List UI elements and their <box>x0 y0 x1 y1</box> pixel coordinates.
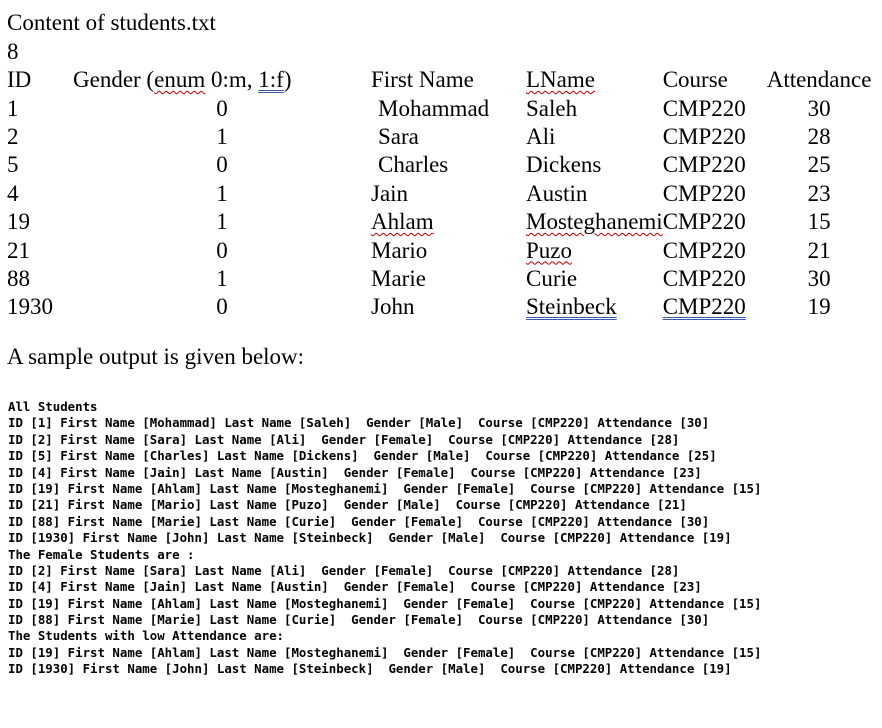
table-row <box>7 293 871 321</box>
cell-course-text: CMP220 <box>662 95 746 121</box>
record-count: 8 <box>7 39 19 64</box>
table-row <box>7 208 871 236</box>
output-line: ID [1930] First Name [John] Last Name [Steinbeck] Gender [Male] Course [CMP220] Attendance [19] <box>8 530 732 546</box>
table-row <box>7 151 871 179</box>
output-line: ID [19] First Name [Ahlam] Last Name [Mosteghanemi] Gender [Female] Course [CMP220] Attendance [15] <box>8 480 762 496</box>
output-line: ID [2] First Name [Sara] Last Name [Ali] Gender [Female] Course [CMP220] Attendance [28] <box>8 562 680 578</box>
header-gender <box>73 66 371 94</box>
header-last-name-text: LName <box>526 67 595 93</box>
cell-last-name <box>526 180 663 208</box>
cell-gender <box>73 94 371 122</box>
cell-course <box>663 123 767 151</box>
cell-first-name-text: Marie <box>371 265 426 291</box>
cell-attendance-text: 21 <box>807 237 831 263</box>
cell-id <box>7 94 73 122</box>
cell-first-name <box>371 151 526 179</box>
cell-first-name-text: Mohammad <box>378 95 490 121</box>
cell-course <box>663 265 767 293</box>
cell-gender-text: 1 <box>216 209 228 235</box>
cell-id-text: 1930 <box>7 294 53 320</box>
cell-last-name-text: Steinbeck <box>526 294 617 320</box>
cell-first-name-text: Charles <box>378 152 449 178</box>
cell-gender <box>73 293 371 321</box>
cell-attendance <box>767 208 872 236</box>
cell-attendance <box>767 123 872 151</box>
cell-course <box>663 208 767 236</box>
cell-first-name <box>371 180 526 208</box>
cell-gender-text: 1 <box>216 123 228 149</box>
output-line: ID [1930] First Name [John] Last Name [Steinbeck] Gender [Male] Course [CMP220] Attendance [19] <box>8 661 732 677</box>
header-attendance: Attendance <box>766 67 872 93</box>
cell-course-text: CMP220 <box>662 209 746 235</box>
cell-first-name <box>371 123 526 151</box>
cell-gender <box>73 265 371 293</box>
cell-attendance <box>767 180 872 208</box>
cell-course-text: CMP220 <box>662 265 746 291</box>
cell-id <box>7 208 73 236</box>
header-gender-part: enum <box>154 67 206 93</box>
cell-gender <box>73 208 371 236</box>
cell-last-name-text: Dickens <box>526 152 602 178</box>
cell-last-name-text: Curie <box>526 265 578 291</box>
cell-gender <box>73 151 371 179</box>
cell-id <box>7 123 73 151</box>
cell-id-text: 88 <box>7 265 30 291</box>
cell-first-name-text: Sara <box>378 123 419 149</box>
cell-first-name <box>371 265 526 293</box>
cell-gender <box>73 123 371 151</box>
cell-first-name-text: Mario <box>371 237 428 263</box>
cell-last-name-text: Saleh <box>526 95 578 121</box>
cell-first-name-text: John <box>371 294 415 320</box>
cell-last-name-text: Austin <box>526 180 588 206</box>
cell-last-name-text: Puzo <box>526 237 572 263</box>
cell-attendance-text: 15 <box>807 209 831 235</box>
cell-first-name-text: Jain <box>371 180 409 206</box>
output-line: ID [2] First Name [Sara] Last Name [Ali] Gender [Female] Course [CMP220] Attendance [28] <box>8 431 680 447</box>
cell-first-name <box>371 293 526 321</box>
cell-last-name-text: Mosteghanemi <box>526 209 663 235</box>
cell-course <box>663 293 767 321</box>
sample-output-block <box>8 399 761 678</box>
cell-attendance-text: 19 <box>807 294 831 320</box>
header-first-name: First Name <box>371 67 474 93</box>
cell-course-text: CMP220 <box>662 152 746 178</box>
cell-gender-text: 0 <box>216 95 228 121</box>
header-gender-part: 0:m, <box>205 67 259 93</box>
cell-course-text: CMP220 <box>662 237 746 263</box>
cell-last-name <box>526 151 663 179</box>
table-row <box>7 236 871 264</box>
output-line: ID [88] First Name [Marie] Last Name [Curie] Gender [Female] Course [CMP220] Attendance [30] <box>8 513 710 529</box>
output-line: ID [4] First Name [Jain] Last Name [Austin] Gender [Female] Course [CMP220] Attendance [23] <box>8 464 702 480</box>
cell-last-name-text: Ali <box>526 123 556 149</box>
header-course: Course <box>662 67 728 93</box>
output-line: ID [21] First Name [Mario] Last Name [Puzo] Gender [Male] Course [CMP220] Attendance [21] <box>8 497 687 513</box>
cell-course <box>663 151 767 179</box>
cell-gender <box>73 236 371 264</box>
cell-course-text: CMP220 <box>662 294 746 320</box>
cell-gender <box>73 180 371 208</box>
cell-id-text: 1 <box>7 95 19 121</box>
table-row <box>7 180 871 208</box>
cell-id <box>7 236 73 264</box>
cell-id-text: 5 <box>7 152 19 178</box>
cell-id-text: 4 <box>7 180 19 206</box>
cell-last-name <box>526 94 663 122</box>
cell-last-name <box>526 208 663 236</box>
cell-attendance-text: 25 <box>807 152 831 178</box>
cell-course-text: CMP220 <box>662 123 746 149</box>
header-gender-part: 1:f <box>258 67 284 93</box>
output-line: All Students <box>8 399 98 414</box>
table-row <box>7 265 871 293</box>
output-line: The Female Students are : <box>8 546 195 562</box>
cell-attendance-text: 30 <box>807 95 831 121</box>
cell-first-name <box>371 236 526 264</box>
cell-course <box>663 94 767 122</box>
cell-gender-text: 1 <box>216 265 228 291</box>
header-last-name <box>526 66 663 94</box>
table-header-row <box>7 66 871 94</box>
cell-attendance <box>767 151 872 179</box>
sample-output-title: A sample output is given below: <box>7 344 305 369</box>
cell-gender-text: 0 <box>216 152 228 178</box>
file-title: Content of students.txt <box>7 10 216 35</box>
table-row <box>7 123 871 151</box>
cell-gender-text: 0 <box>216 294 228 320</box>
output-line: ID [4] First Name [Jain] Last Name [Austin] Gender [Female] Course [CMP220] Attendance [23] <box>8 579 702 595</box>
cell-attendance-text: 28 <box>807 123 831 149</box>
cell-attendance <box>767 236 872 264</box>
output-line: ID [5] First Name [Charles] Last Name [Dickens] Gender [Male] Course [CMP220] Attendance [25] <box>8 448 717 464</box>
cell-gender-text: 1 <box>216 180 228 206</box>
cell-last-name <box>526 236 663 264</box>
table-row <box>7 94 871 122</box>
cell-attendance <box>767 265 872 293</box>
output-line: The Students with low Attendance are: <box>8 628 285 644</box>
cell-id-text: 2 <box>7 123 19 149</box>
cell-id-text: 21 <box>7 237 30 263</box>
cell-id <box>7 265 73 293</box>
cell-gender-text: 0 <box>216 237 228 263</box>
header-gender-part: ) <box>283 67 292 93</box>
cell-last-name <box>526 293 663 321</box>
cell-first-name <box>371 94 526 122</box>
cell-last-name <box>526 123 663 151</box>
cell-id-text: 19 <box>7 209 30 235</box>
cell-id <box>7 151 73 179</box>
cell-id <box>7 293 73 321</box>
cell-attendance-text: 30 <box>807 265 831 291</box>
output-line: ID [19] First Name [Ahlam] Last Name [Mosteghanemi] Gender [Female] Course [CMP220] Attendance [15] <box>8 595 762 611</box>
header-gender-part: Gender ( <box>73 67 155 93</box>
students-table <box>7 66 871 322</box>
cell-id <box>7 180 73 208</box>
cell-course <box>663 236 767 264</box>
header-id: ID <box>7 67 32 93</box>
cell-first-name <box>371 208 526 236</box>
output-line: ID [88] First Name [Marie] Last Name [Curie] Gender [Female] Course [CMP220] Attendance [30] <box>8 612 710 628</box>
output-line: ID [19] First Name [Ahlam] Last Name [Mosteghanemi] Gender [Female] Course [CMP220] Attendance [15] <box>8 644 762 660</box>
cell-first-name-text: Ahlam <box>371 209 434 235</box>
output-line: ID [1] First Name [Mohammad] Last Name [Saleh] Gender [Male] Course [CMP220] Attendance [30] <box>8 415 710 431</box>
cell-attendance-text: 23 <box>807 180 831 206</box>
cell-attendance <box>767 293 872 321</box>
cell-last-name <box>526 265 663 293</box>
cell-course <box>663 180 767 208</box>
cell-attendance <box>767 94 872 122</box>
cell-course-text: CMP220 <box>662 180 746 206</box>
